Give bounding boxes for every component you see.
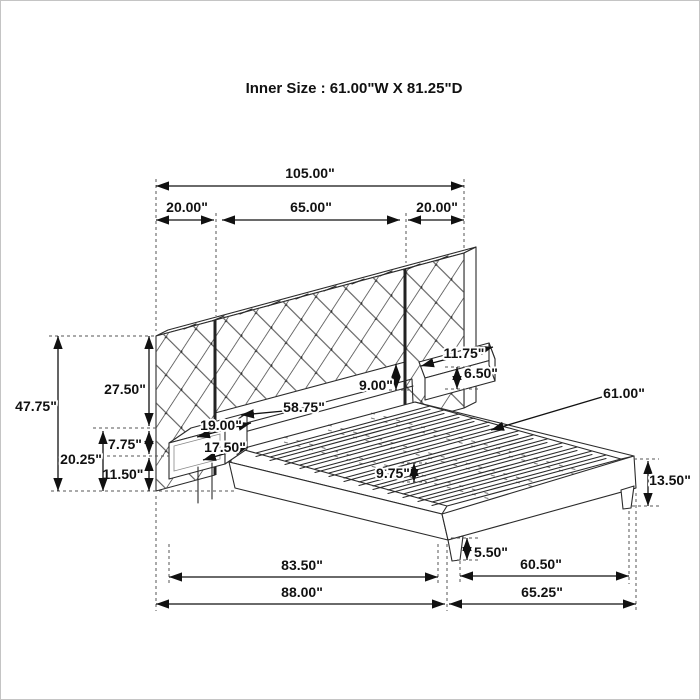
dim-shelf-gap-height xyxy=(108,431,149,454)
dim-leg-height xyxy=(467,538,508,560)
dim-center-panel-width-label: 65.00" xyxy=(290,199,332,215)
dim-platform-top-height xyxy=(376,463,414,482)
dim-side-rail-height xyxy=(648,461,691,506)
dim-left-panel-width xyxy=(156,199,214,220)
dim-rail-inner-width-label: 58.75" xyxy=(283,399,325,415)
dim-inner-width xyxy=(491,385,645,430)
dim-leg-height-label: 5.50" xyxy=(474,544,508,560)
dim-headboard-gap-label: 9.00" xyxy=(359,377,393,393)
dim-right-panel-width xyxy=(408,199,464,220)
platform-bed xyxy=(229,402,636,561)
foot-left-leg xyxy=(448,536,463,561)
dim-inner-width-label: 61.00" xyxy=(603,385,645,401)
dim-total-width-label: 105.00" xyxy=(285,165,335,181)
dim-base-length-label: 65.25" xyxy=(521,584,563,600)
dim-right-shelf-depth-label: 11.75" xyxy=(443,345,485,361)
dim-platform-length-label: 83.50" xyxy=(281,557,323,573)
dim-overall-depth-label: 88.00" xyxy=(281,584,323,600)
dim-overall-height xyxy=(15,336,58,491)
dim-side-rail-height-label: 13.50" xyxy=(649,472,691,488)
dim-platform-top-height-label: 9.75" xyxy=(376,465,410,481)
leader-line xyxy=(491,397,602,430)
dim-overall-height-label: 47.75" xyxy=(15,398,57,414)
dim-platform-length xyxy=(169,557,438,577)
dim-left-shelf-width-label: 17.50" xyxy=(204,439,246,455)
dim-right-shelf-height-label: 6.50" xyxy=(464,365,498,381)
dim-overall-depth xyxy=(156,584,445,604)
dim-lower-section-height-label: 20.25" xyxy=(60,451,102,467)
dim-upper-panel-height-label: 27.50" xyxy=(104,381,146,397)
tufted-panel-right xyxy=(405,253,464,424)
dim-base-length xyxy=(449,584,636,604)
dim-shelf-gap-height-label: 7.75" xyxy=(108,436,142,452)
dim-left-shelf-depth-label: 19.00" xyxy=(200,417,242,433)
dim-base-section-height xyxy=(103,458,149,491)
diagram-title: Inner Size : 61.00"W X 81.25"D xyxy=(245,80,463,97)
dim-lower-section-height xyxy=(60,431,103,491)
dim-foot-rail-width-label: 60.50" xyxy=(520,556,562,572)
dim-left-panel-width-label: 20.00" xyxy=(166,199,208,215)
dim-total-width xyxy=(156,165,464,186)
dim-right-panel-width-label: 20.00" xyxy=(416,199,458,215)
dim-center-panel-width xyxy=(222,199,400,220)
dim-base-section-height-label: 11.50" xyxy=(102,466,144,482)
bed-dimension-diagram xyxy=(1,1,700,700)
dim-upper-panel-height xyxy=(104,336,149,426)
